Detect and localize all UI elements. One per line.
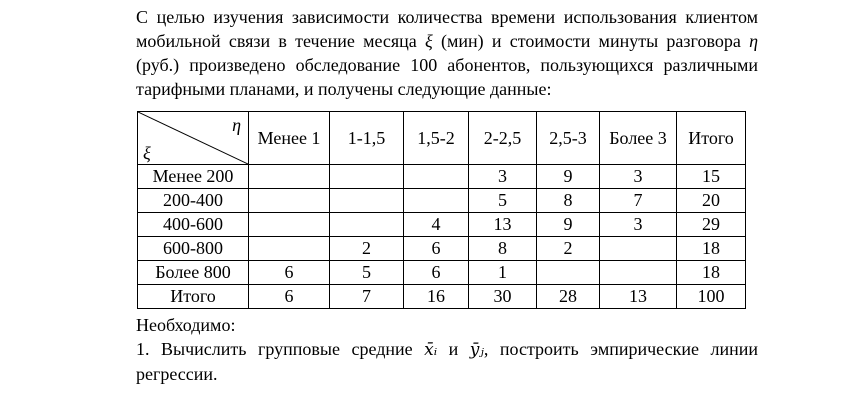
table-cell: 6 [249,285,330,309]
row-label: Итого [138,285,249,309]
eta-symbol: η [749,31,758,51]
row-label: Более 800 [138,261,249,285]
table-cell: 1 [469,261,537,285]
table-cell: 16 [404,285,469,309]
table-cell: 4 [404,213,469,237]
table-cell: 29 [677,213,746,237]
column-header: Менее 1 [249,112,330,165]
table-cell: 30 [469,285,537,309]
column-header: 1,5-2 [404,112,469,165]
table-cell: 7 [330,285,404,309]
column-header: 2-2,5 [469,112,537,165]
table-cell: 6 [404,261,469,285]
task-text-1: 1. Вычислить групповые средние [136,339,425,359]
table-cell: 9 [537,165,600,189]
table-row [138,165,746,189]
corner-eta-label: η [232,115,241,135]
problem-statement [136,5,758,101]
table-cell: 8 [537,189,600,213]
column-header: Более 3 [600,112,677,165]
correlation-table [137,111,746,309]
table-cell: 18 [677,237,746,261]
table-cell: 28 [537,285,600,309]
table-cell: 8 [469,237,537,261]
table-cell [404,189,469,213]
column-header: 2,5-3 [537,112,600,165]
table-row [138,237,746,261]
intro-text-3: (руб.) произведено обследование 100 абонентов, пользующихся различными тарифными планами, и получены следующие данные: [136,55,758,99]
table-cell: 13 [469,213,537,237]
table-row [138,213,746,237]
column-header: 1-1,5 [330,112,404,165]
table-cell: 3 [469,165,537,189]
table-cell [330,189,404,213]
table-cell: 2 [330,237,404,261]
table-cell: 3 [600,165,677,189]
table-cell [600,237,677,261]
table-cell [330,213,404,237]
xi-symbol: ξ [425,31,433,51]
table-corner-cell [138,112,249,165]
table-row [138,261,746,285]
group-mean-y: ȳⱼ [469,340,484,360]
row-label: 400-600 [138,213,249,237]
row-label: 200-400 [138,189,249,213]
table-cell: 7 [600,189,677,213]
table-cell [249,189,330,213]
table-cell: 2 [537,237,600,261]
table-cell [330,165,404,189]
table-cell: 18 [677,261,746,285]
table-cell: 5 [469,189,537,213]
table-row [138,189,746,213]
table-cell: 5 [330,261,404,285]
task-item [136,337,758,386]
required-heading: Необходимо: [136,315,236,335]
corner-xi-label: ξ [143,143,151,163]
task-text-2: , построить эмпирические линии регрессии. [136,339,758,384]
table-cell [249,165,330,189]
table-cell: 100 [677,285,746,309]
table-cell [249,237,330,261]
table-cell [600,261,677,285]
row-label: 600-800 [138,237,249,261]
table-cell: 20 [677,189,746,213]
table-cell: 6 [249,261,330,285]
table-total-row [138,285,746,309]
table-header-row [138,112,746,165]
table-cell [249,213,330,237]
table-cell: 13 [600,285,677,309]
row-label: Менее 200 [138,165,249,189]
task-conjunction: и [437,339,470,359]
table-cell [537,261,600,285]
intro-text-2: (мин) и стоимости минуты разговора [432,31,750,51]
table-cell: 6 [404,237,469,261]
column-header: Итого [677,112,746,165]
table-cell: 3 [600,213,677,237]
table-cell: 9 [537,213,600,237]
table-cell: 15 [677,165,746,189]
intro-text-1: С целью изучения зависимости количества времени использования клиентом мобильной связи в течение месяца [136,7,758,51]
group-mean-x: x̄ᵢ [424,340,438,360]
table-cell [404,165,469,189]
